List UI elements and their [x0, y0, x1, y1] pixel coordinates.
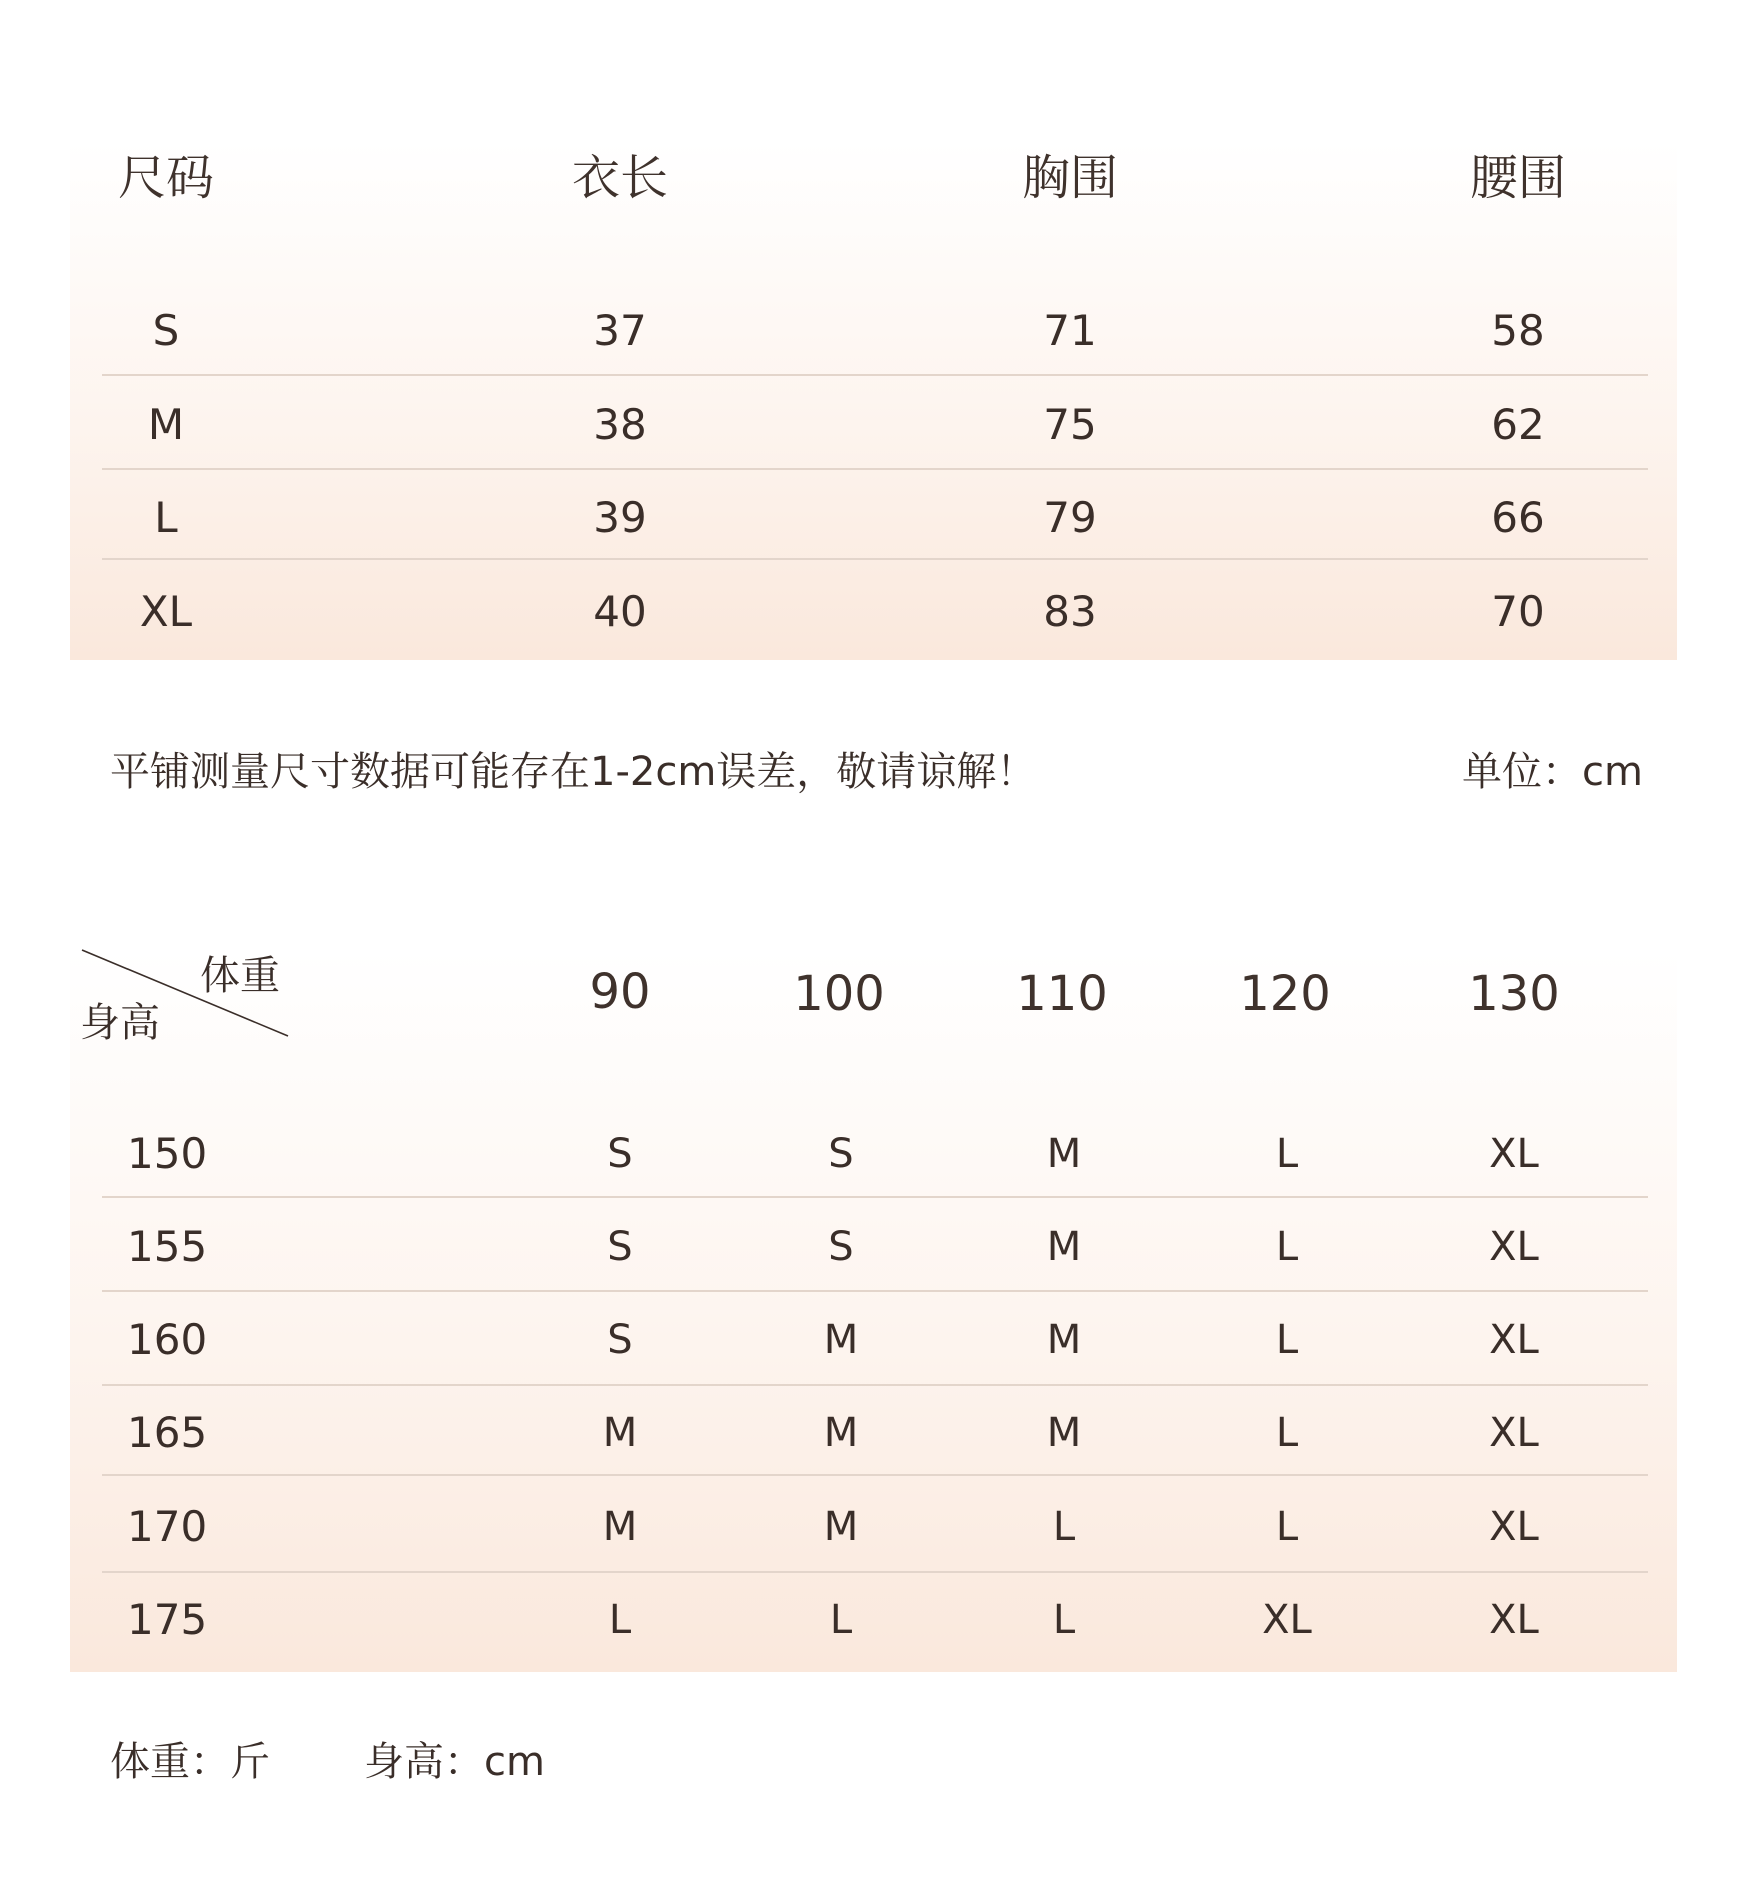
size-recommend-cell: S — [828, 1131, 854, 1177]
height-cell: 175 — [127, 1595, 208, 1644]
weight-header: 120 — [1239, 966, 1331, 1022]
height-cell: 165 — [127, 1408, 208, 1457]
size-cell: M — [147, 400, 185, 449]
corner-height-label: 身高 — [80, 1000, 160, 1046]
row-divider — [102, 468, 1648, 470]
length-cell: 39 — [593, 493, 647, 542]
row-divider — [102, 1196, 1648, 1198]
size-recommend-cell: L — [1275, 1317, 1299, 1363]
size-recommend-cell: S — [607, 1131, 633, 1177]
waist-cell: 66 — [1491, 493, 1545, 542]
header-chest: 胸围 — [1021, 150, 1119, 206]
chest-cell: 71 — [1043, 306, 1097, 355]
size-recommend-cell: L — [608, 1597, 632, 1643]
unit-note: 单位：cm — [1462, 749, 1643, 795]
size-recommend-cell: M — [823, 1317, 859, 1363]
size-recommend-cell: M — [823, 1504, 859, 1550]
size-recommend-cell: M — [1046, 1224, 1082, 1270]
measure-note: 平铺测量尺寸数据可能存在1-2cm误差，敬请谅解！ — [110, 749, 1037, 795]
size-cell: L — [154, 493, 178, 542]
row-divider — [102, 1474, 1648, 1476]
chest-cell: 83 — [1043, 587, 1097, 636]
size-recommend-cell: M — [1046, 1410, 1082, 1456]
header-size: 尺码 — [117, 150, 215, 206]
row-divider — [102, 1290, 1648, 1292]
row-divider — [102, 374, 1648, 376]
height-cell: 150 — [127, 1129, 208, 1178]
size-recommend-cell: L — [1275, 1410, 1299, 1456]
weight-header: 130 — [1468, 966, 1560, 1022]
size-cell: S — [152, 306, 180, 355]
recommend-table-background — [70, 950, 1677, 1672]
size-recommend-cell: S — [828, 1224, 854, 1270]
size-recommend-cell: L — [1275, 1224, 1299, 1270]
size-cell: XL — [139, 587, 193, 636]
waist-cell: 70 — [1491, 587, 1545, 636]
size-recommend-cell: XL — [1489, 1597, 1539, 1643]
chest-cell: 79 — [1043, 493, 1097, 542]
size-recommend-cell: L — [829, 1597, 853, 1643]
size-recommend-cell: L — [1275, 1131, 1299, 1177]
size-recommend-cell: XL — [1489, 1410, 1539, 1456]
weight-header: 110 — [1016, 966, 1108, 1022]
height-cell: 155 — [127, 1222, 208, 1271]
waist-cell: 58 — [1491, 306, 1545, 355]
height-cell: 160 — [127, 1315, 208, 1364]
corner-weight-label: 体重 — [200, 953, 280, 999]
size-recommend-cell: L — [1052, 1597, 1076, 1643]
chest-cell: 75 — [1043, 400, 1097, 449]
row-divider — [102, 558, 1648, 560]
height-cell: 170 — [127, 1502, 208, 1551]
length-cell: 37 — [593, 306, 647, 355]
height-unit-note: 身高：cm — [364, 1739, 545, 1785]
header-waist: 腰围 — [1469, 150, 1567, 206]
size-recommend-cell: XL — [1489, 1317, 1539, 1363]
size-recommend-cell: S — [607, 1317, 633, 1363]
size-recommend-cell: L — [1275, 1504, 1299, 1550]
size-recommend-cell: M — [1046, 1131, 1082, 1177]
weight-header: 90 — [589, 964, 651, 1020]
size-recommend-cell: XL — [1489, 1504, 1539, 1550]
size-recommend-cell: M — [1046, 1317, 1082, 1363]
size-table-background — [70, 142, 1677, 660]
size-recommend-cell: M — [602, 1504, 638, 1550]
size-recommend-cell: L — [1052, 1504, 1076, 1550]
size-recommend-cell: M — [602, 1410, 638, 1456]
length-cell: 38 — [593, 400, 647, 449]
size-recommend-cell: XL — [1262, 1597, 1312, 1643]
size-recommend-cell: XL — [1489, 1131, 1539, 1177]
size-recommend-cell: M — [823, 1410, 859, 1456]
weight-header: 100 — [793, 966, 885, 1022]
row-divider — [102, 1571, 1648, 1573]
header-length: 衣长 — [571, 150, 669, 206]
row-divider — [102, 1384, 1648, 1386]
size-recommend-cell: S — [607, 1224, 633, 1270]
waist-cell: 62 — [1491, 400, 1545, 449]
weight-unit-note: 体重：斤 — [110, 1739, 270, 1785]
size-recommend-cell: XL — [1489, 1224, 1539, 1270]
length-cell: 40 — [593, 587, 647, 636]
